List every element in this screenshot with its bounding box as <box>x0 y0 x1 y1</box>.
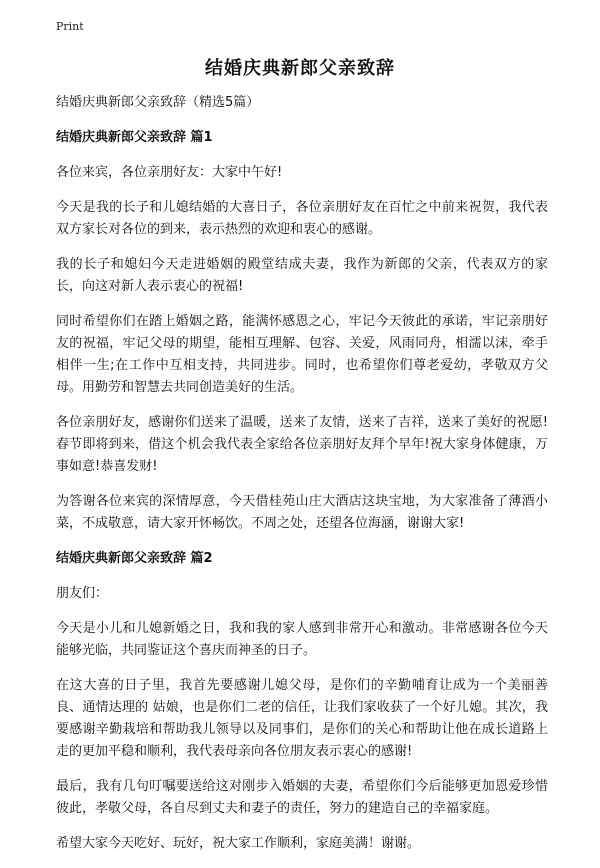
section-heading: 结婚庆典新郎父亲致辞 篇1 <box>56 130 213 145</box>
paragraph: 各位亲朋好友，感谢你们送来了温暖，送来了友情，送来了吉祥，送来了美好的祝愿!春节即将到来，借这个机会我代表全家给各位亲朋好友拜个早年!祝大家身体健康，万事如意!恭喜发财! <box>56 415 548 474</box>
section-2 <box>56 548 548 855</box>
document-subtitle: 结婚庆典新郎父亲致辞（精选5篇） <box>56 95 260 110</box>
paragraph: 今天是我的长子和儿媳结婚的大喜日子，各位亲朋好友在百忙之中前来祝贺，我代表双方家长对各位的到来，表示热烈的欢迎和衷心的感谢。 <box>56 200 548 237</box>
paragraph: 今天是小儿和儿媳新婚之日，我和我的家人感到非常开心和激动。非常感谢各位今天能够光临，共同鉴证这个喜庆而神圣的日子。 <box>56 621 548 658</box>
paragraph: 希望大家今天吃好、玩好，祝大家工作顺利，家庭美满！谢谢。 <box>56 836 421 851</box>
paragraph: 同时希望你们在踏上婚姻之路，能满怀感恩之心，牢记今天彼此的承诺，牢记亲朋好友的祝福，牢记父母的期望，能相互理解、包容、关爱，风雨同舟，相濡以沫，牵手相伴一生;在工作中互相支持，共同进步。同时，也希望你们尊老爱幼，孝敬双方父母。用勤劳和智慧去共同创造美好的生活。 <box>56 314 548 395</box>
paragraph: 朋友们： <box>56 586 109 601</box>
document-body <box>56 92 548 868</box>
paragraph: 我的长子和媳妇今天走进婚姻的殿堂结成夫妻，我作为新郎的父亲，代表双方的家长，向这对新人表示衷心的祝福! <box>56 257 548 294</box>
document-title: 结婚庆典新郎父亲致辞 <box>205 58 395 79</box>
paragraph: 最后，我有几句叮嘱要送给这对刚步入婚姻的夫妻，希望你们今后能够更加恩爱珍惜彼此，孝敬父母，各自尽到丈夫和妻子的责任，努力的建造自己的幸福家庭。 <box>56 779 548 816</box>
paragraph: 在这大喜的日子里，我首先要感谢儿媳父母，是你们的辛勤哺育让成为一个美丽善良、通情达理的 姑娘，也是你们二老的信任，让我们家收获了一个好儿媳。其次，我要感谢辛勤栽培和帮助我儿领导以及同事们，是你们的关心和帮助让他在成长道路上走的更加平稳和顺利，我代表母亲向各位朋友表示衷心的感谢! <box>56 678 548 759</box>
paragraph: 各位来宾，各位亲朋好友：大家中午好! <box>56 165 283 180</box>
section-heading: 结婚庆典新郎父亲致辞 篇2 <box>56 551 213 566</box>
paragraph: 为答谢各位来宾的深情厚意，今天借桂苑山庄大酒店这块宝地，为大家准备了薄酒小菜，不成敬意，请大家开怀畅饮。不周之处，还望各位海涵，谢谢大家! <box>56 494 548 531</box>
section-1 <box>56 127 548 535</box>
print-link[interactable]: Print <box>56 20 84 33</box>
